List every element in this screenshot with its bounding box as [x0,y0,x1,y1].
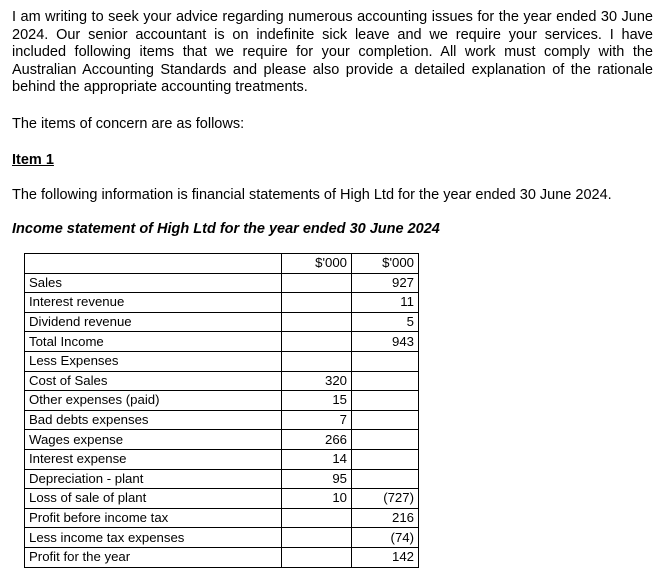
row-col1-cell [282,273,352,293]
row-col1-cell [282,312,352,332]
row-col2-cell: 142 [352,547,419,567]
row-col1-cell [282,332,352,352]
row-col1-cell: 14 [282,449,352,469]
table-row [25,547,419,567]
row-col2-cell [352,371,419,391]
row-label-cell: Dividend revenue [25,312,282,332]
table-row [25,293,419,313]
row-col2-cell: 5 [352,312,419,332]
income-statement-table [24,253,419,568]
row-col2-cell: 216 [352,508,419,528]
row-col2-cell: 943 [352,332,419,352]
intro-paragraph: I am writing to seek your advice regarding numerous accounting issues for the year ended 30 June 2024. Our senior accountant is on indefinite sick leave and we require your services. I have included following items that we require for your completion. All work must comply with the Australian Accounting Standards and please also provide a detailed explanation of the rationale behind the appropriate accounting treatments. [12,9,653,95]
row-col2-cell [352,410,419,430]
table-row [25,332,419,352]
table-row [25,410,419,430]
row-col1-cell [282,508,352,528]
row-label-cell: Depreciation - plant [25,469,282,489]
table-row [25,273,419,293]
row-col2-cell: (727) [352,489,419,509]
row-label-cell: Interest expense [25,449,282,469]
row-col1-cell: 320 [282,371,352,391]
row-label-cell: Less Expenses [25,351,282,371]
table-row [25,351,419,371]
row-col2-cell [352,430,419,450]
row-label-cell: Profit before income tax [25,508,282,528]
row-col2-cell [352,391,419,411]
row-col2-cell: (74) [352,528,419,548]
row-col2-cell: 927 [352,273,419,293]
row-label-cell: Total Income [25,332,282,352]
row-col1-cell: 95 [282,469,352,489]
row-label-cell: Less income tax expenses [25,528,282,548]
row-label-cell: Other expenses (paid) [25,391,282,411]
table-row [25,312,419,332]
header-cell-col2: $'000 [352,254,419,274]
header-cell-col1: $'000 [282,254,352,274]
row-label-cell: Cost of Sales [25,371,282,391]
row-label-cell: Loss of sale of plant [25,489,282,509]
income-statement-title: Income statement of High Ltd for the year ended 30 June 2024 [12,221,440,237]
row-col2-cell [352,351,419,371]
table-row [25,469,419,489]
row-label-cell: Wages expense [25,430,282,450]
financial-statements-line: The following information is financial statements of High Ltd for the year ended 30 June 2024. [12,187,612,203]
row-col1-cell: 7 [282,410,352,430]
row-col1-cell [282,293,352,313]
row-label-cell: Interest revenue [25,293,282,313]
table-row [25,508,419,528]
row-col1-cell [282,528,352,548]
row-col1-cell: 15 [282,391,352,411]
table-row [25,449,419,469]
row-col2-cell [352,469,419,489]
items-of-concern-line: The items of concern are as follows: [12,116,245,132]
table-row [25,371,419,391]
row-label-cell: Bad debts expenses [25,410,282,430]
row-col2-cell [352,449,419,469]
row-label-cell: Sales [25,273,282,293]
row-col1-cell: 10 [282,489,352,509]
table-row [25,391,419,411]
table-row [25,430,419,450]
item-1-heading: Item 1 [12,152,54,168]
row-label-cell: Profit for the year [25,547,282,567]
table-row [25,528,419,548]
header-cell-label [25,254,282,274]
row-col2-cell: 11 [352,293,419,313]
row-col1-cell [282,547,352,567]
table-row [25,489,419,509]
table-header-row [25,254,419,274]
row-col1-cell: 266 [282,430,352,450]
row-col1-cell [282,351,352,371]
